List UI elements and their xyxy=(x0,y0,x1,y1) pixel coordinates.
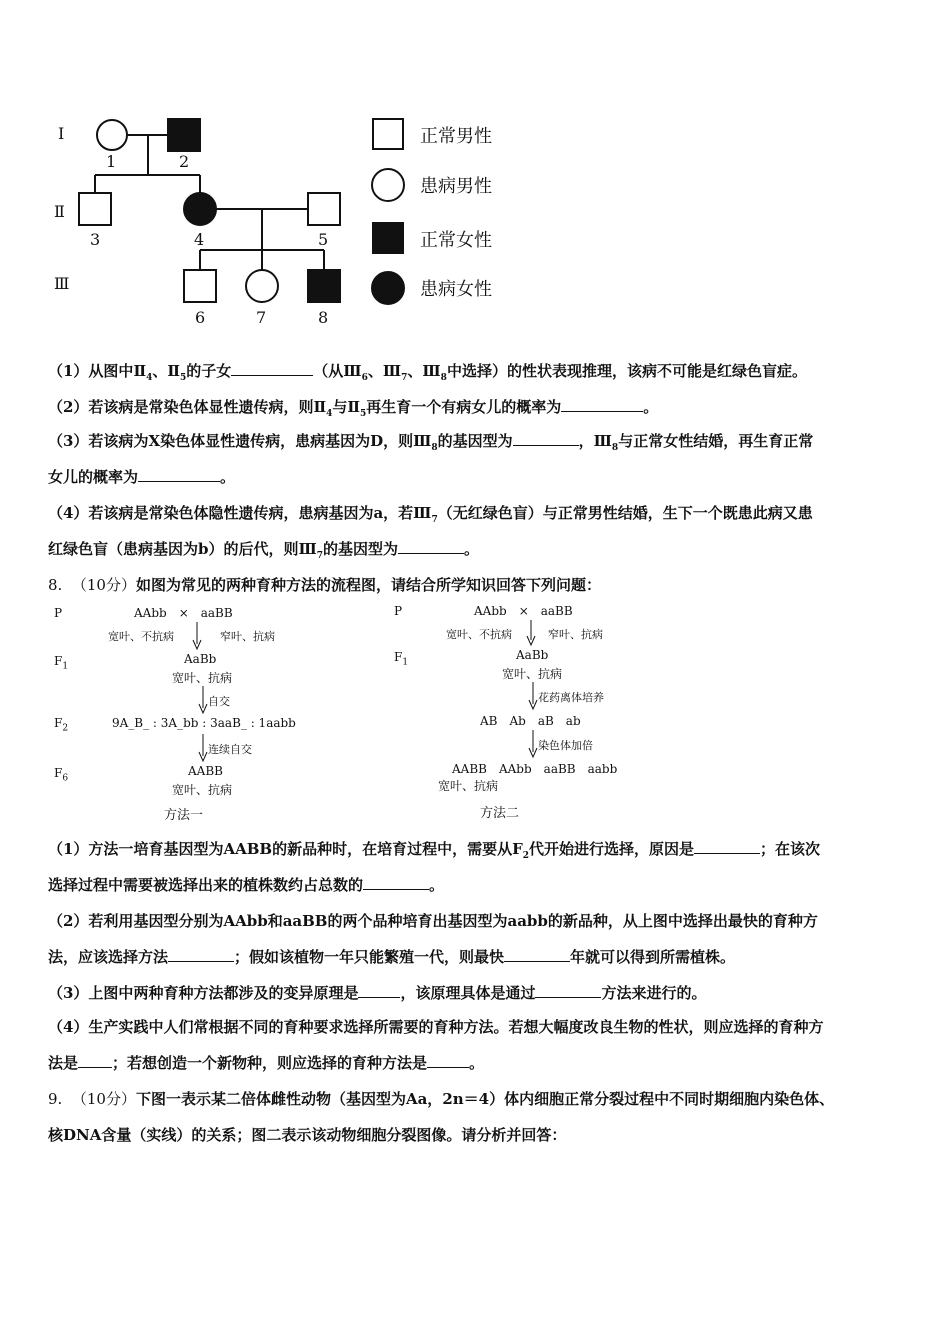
q8-part3: （3）上图中两种育种方法都涉及的变异原理是 ，该原理具体是通过 方法来进行的。 xyxy=(48,984,707,1002)
m1-f1-genotype: AaBb xyxy=(184,652,217,666)
legend-normal-female-icon xyxy=(373,223,403,253)
m2-parents: AAbb × aaBB xyxy=(474,604,573,618)
m2-result-genotypes: AABB AAbb aaBB aabb xyxy=(452,762,618,776)
q7-part1: （1）从图中$Ⅱ_4$、$Ⅱ_5$的子女 （从$Ⅲ_6$、$Ⅲ_7$、$Ⅲ_8$中选择）的性状表现推理，该病不可能是红绿色盲症。 xyxy=(48,362,807,383)
m1-f2-ratio: 9A_B_ : 3A_bb : 3aaB_ : 1aabb xyxy=(112,716,296,730)
id-5: 5 xyxy=(318,230,329,249)
q8-part4-cont: 法是 ；若想创造一个新物种，则应选择的育种方法是 。 xyxy=(48,1054,485,1072)
m2-step-anther-culture: 花药离体培养 xyxy=(538,691,604,704)
m2-arrow-1 xyxy=(526,620,536,646)
m1-label-F1: $F_1$ xyxy=(54,654,69,672)
id-7: 7 xyxy=(256,308,267,327)
m1-f1-trait: 宽叶、抗病 xyxy=(172,671,233,685)
q9-heading-cont: 核DNA含量（实线）的关系；图二表示该动物细胞分裂图像。请分析并回答： xyxy=(48,1126,567,1144)
q8-p4-blank1[interactable] xyxy=(78,1066,112,1068)
q7-p3-blank2[interactable] xyxy=(138,480,220,482)
method1-diagram xyxy=(48,600,378,825)
m2-result-trait: 宽叶、抗病 xyxy=(438,779,499,793)
m2-step-doubling: 染色体加倍 xyxy=(538,739,593,752)
m2-label-F1: $F_1$ xyxy=(394,650,409,668)
m1-arrow-1 xyxy=(192,622,202,650)
pedigree-III7 xyxy=(246,270,278,302)
m2-arrow-2 xyxy=(528,682,538,710)
m1-parents: AAbb × aaBB xyxy=(134,606,233,620)
m2-caption: 方法二 xyxy=(480,806,520,821)
m2-trait-right: 窄叶、抗病 xyxy=(548,628,603,641)
id-1: 1 xyxy=(106,152,117,171)
pedigree-III8 xyxy=(308,270,340,302)
q7-p3-blank1[interactable] xyxy=(513,444,579,446)
m1-label-F2: $F_2$ xyxy=(54,716,69,734)
q8-p2-blank1[interactable] xyxy=(168,960,234,962)
legend-affected-female-icon xyxy=(372,272,404,304)
pedigree-II4 xyxy=(184,193,216,225)
q8-p4-blank2[interactable] xyxy=(427,1066,469,1068)
m2-arrow-3 xyxy=(528,730,538,758)
q7-p1-blank[interactable] xyxy=(231,374,313,376)
m1-label-F6: $F_6$ xyxy=(54,766,69,784)
m2-f1-genotype: AaBb xyxy=(516,648,549,662)
pedigree-II3 xyxy=(79,193,111,225)
pedigree-I2 xyxy=(168,119,200,151)
q7-p2-blank[interactable] xyxy=(561,410,643,412)
legend-affected-male-icon xyxy=(372,169,404,201)
m2-label-P: P xyxy=(394,604,403,618)
m1-label-P: P xyxy=(54,606,63,620)
q7-part3-cont: 女儿的概率为 。 xyxy=(48,468,236,486)
q8-heading: 8. （10分）如图为常见的两种育种方法的流程图，请结合所学知识回答下列问题： xyxy=(48,576,601,594)
q8-part2: （2）若利用基因型分别为AAbb和aaBB的两个品种培育出基因型为aabb的新品种，从上图中选择出最快的育种方 xyxy=(48,912,818,930)
pedigree-III6 xyxy=(184,270,216,302)
legend-normal-female: 正常女性 xyxy=(420,230,492,251)
m1-f6-trait: 宽叶、抗病 xyxy=(172,783,233,797)
m1-trait-left: 宽叶、不抗病 xyxy=(108,630,174,643)
q7-p4-blank[interactable] xyxy=(398,552,464,554)
id-2: 2 xyxy=(179,152,190,171)
q7-part4: （4）若该病是常染色体隐性遗传病，患病基因为a，若$Ⅲ_7$（无红绿色盲）与正常男性结婚，生下一个既患此病又患 xyxy=(48,504,813,525)
m2-f1-trait: 宽叶、抗病 xyxy=(502,667,563,681)
q8-p1-blank2[interactable] xyxy=(363,888,429,890)
q8-part2-cont: 法，应该选择方法 ；假如该植物一年只能繁殖一代，则最快 年就可以得到所需植株。 xyxy=(48,948,736,966)
id-6: 6 xyxy=(195,308,206,327)
m2-trait-left: 宽叶、不抗病 xyxy=(446,628,512,641)
gen-label-III: Ⅲ xyxy=(54,274,70,293)
q7-part3: （3）若该病为X染色体显性遗传病，患病基因为D，则$Ⅲ_8$的基因型为 ，$Ⅲ_8$与正常女性结婚，再生育正常 xyxy=(48,432,814,453)
q7-part2: （2）若该病是常染色体显性遗传病，则$Ⅱ_4$与$Ⅱ_5$再生育一个有病女儿的概率为 。 xyxy=(48,398,659,419)
legend-affected-male: 患病男性 xyxy=(420,176,492,197)
q8-p1-blank1[interactable] xyxy=(694,852,760,854)
m1-step-continuous: 连续自交 xyxy=(208,743,252,756)
m2-gametes: AB Ab aB ab xyxy=(480,714,581,728)
q8-part1-cont: 选择过程中需要被选择出来的植株数约占总数的 。 xyxy=(48,876,445,894)
m1-arrow-3 xyxy=(198,734,208,762)
m1-arrow-2 xyxy=(198,686,208,714)
legend-normal-male-icon xyxy=(373,119,403,149)
id-3: 3 xyxy=(90,230,101,249)
id-4: 4 xyxy=(194,230,205,249)
q8-p3-blank2[interactable] xyxy=(535,996,601,998)
m1-caption: 方法一 xyxy=(164,808,204,823)
q9-heading: 9. （10分）下图一表示某二倍体雌性动物（基因型为Aa，2n＝4）体内细胞正常分裂过程中不同时期细胞内染色体、 xyxy=(48,1090,835,1108)
q8-part1: （1）方法一培育基因型为AABB的新品种时，在培育过程中，需要从$F_2$代开始进行选择，原因是 ；在该次 xyxy=(48,840,821,861)
m1-trait-right: 窄叶、抗病 xyxy=(220,630,275,643)
pedigree-chart xyxy=(40,105,520,335)
m1-step-selfing: 自交 xyxy=(208,695,230,708)
legend-affected-female: 患病女性 xyxy=(420,279,492,300)
q8-p3-blank1[interactable] xyxy=(358,996,400,998)
id-8: 8 xyxy=(318,308,329,327)
gen-label-II: Ⅱ xyxy=(54,202,65,221)
method2-diagram xyxy=(390,598,690,823)
m1-f6-genotype: AABB xyxy=(188,764,223,778)
legend-normal-male: 正常男性 xyxy=(420,126,492,147)
q7-part4-cont: 红绿色盲（患病基因为b）的后代，则$Ⅲ_7$的基因型为 。 xyxy=(48,540,480,561)
pedigree-I1 xyxy=(97,120,127,150)
pedigree-II5 xyxy=(308,193,340,225)
q8-p2-blank2[interactable] xyxy=(504,960,570,962)
q8-part4: （4）生产实践中人们常根据不同的育种要求选择所需要的育种方法。若想大幅度改良生物的性状，则应选择的育种方 xyxy=(48,1018,824,1036)
gen-label-I: I xyxy=(58,124,65,143)
